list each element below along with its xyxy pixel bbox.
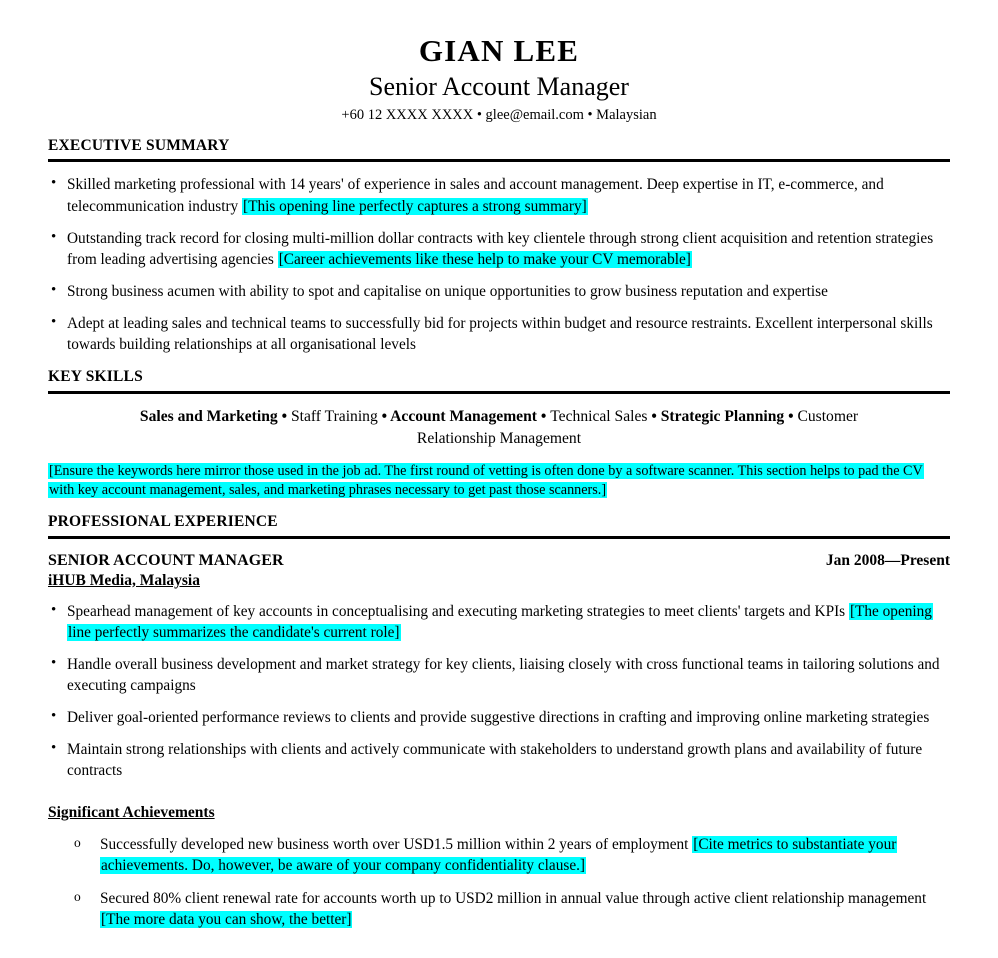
bullet-text: Deliver goal-oriented performance reviews to clients and provide suggestive directions in crafting and improving online marketing strategies: [67, 709, 930, 727]
resume-header: [48, 0, 950, 124]
bullet-text: Maintain strong relationships with clients and actively communicate with stakeholders to understand growth plans and availability of future contracts: [67, 741, 923, 780]
summary-bullet: [48, 174, 950, 216]
key-skill-item: Account Management: [390, 407, 537, 425]
bullet-text: Successfully developed new business worth over USD1.5 million within 2 years of employment: [100, 835, 693, 853]
bullet-text: Handle overall business development and market strategy for key clients, liaising closely with cross functional teams in tailoring solutions and executing campaigns: [67, 656, 940, 695]
candidate-name: GIAN LEE: [418, 33, 580, 68]
key-skill-separator: •: [784, 407, 798, 425]
job-achievement-bullets: [48, 834, 950, 930]
job-entry: [48, 552, 950, 930]
section-heading-key-skills: KEY SKILLS: [48, 368, 143, 386]
section-divider: [48, 391, 950, 394]
candidate-job-title: Senior Account Manager: [369, 71, 629, 101]
responsibility-bullet: [48, 654, 950, 696]
achievement-bullet: [48, 888, 950, 930]
key-skill-item: Technical Sales: [550, 407, 648, 425]
job-company: iHUB Media, Malaysia: [48, 571, 200, 589]
key-skill-item: Staff Training: [290, 407, 378, 425]
job-date-range: Jan 2008—Present: [825, 551, 950, 569]
job-header-row: [48, 552, 950, 570]
responsibility-bullet: [48, 739, 950, 781]
section-divider: [48, 159, 950, 162]
key-skill-separator: •: [377, 407, 391, 425]
section-executive-summary: [48, 136, 950, 355]
achievement-bullet: [48, 834, 950, 876]
annotation-highlight: [The opening line perfectly summarizes the candidate's current role]: [68, 602, 932, 641]
bullet-text: Skilled marketing professional with 14 years' of experience in sales and account management. Deep expertise in IT, e-commerce, and telecommunication industry: [67, 176, 884, 215]
achievements-heading: Significant Achievements: [48, 803, 215, 821]
section-heading-executive-summary: EXECUTIVE SUMMARY: [48, 137, 230, 155]
bullet-text: Outstanding track record for closing multi-million dollar contracts with key clientele through strong client acquisition and retention strategies from leading advertising agencies: [67, 229, 934, 268]
section-key-skills: [48, 367, 950, 500]
key-skills-list: [48, 406, 950, 450]
key-skill-item: Strategic Planning: [660, 407, 785, 425]
responsibility-bullet: [48, 707, 950, 728]
annotation-highlight: [Career achievements like these help to make your CV memorable]: [278, 250, 691, 268]
responsibility-bullet: [48, 601, 950, 643]
section-professional-experience: [48, 512, 950, 930]
candidate-contact-line: +60 12 XXXX XXXX • glee@email.com • Malaysian: [341, 106, 657, 123]
section-heading-professional-experience: PROFESSIONAL EXPERIENCE: [48, 513, 278, 531]
job-title: SENIOR ACCOUNT MANAGER: [48, 551, 284, 569]
annotation-highlight: [Cite metrics to substantiate your achievements. Do, however, be aware of your company confidentiality clause.]: [101, 835, 897, 874]
key-skill-separator: •: [536, 407, 551, 425]
bullet-text: Spearhead management of key accounts in conceptualising and executing marketing strategies to meet clients' targets and KPIs: [67, 602, 849, 620]
annotation-highlight: [The more data you can show, the better]: [101, 910, 352, 928]
bullet-text: Adept at leading sales and technical teams to successfully bid for projects within budget and resource restraints. Excellent interpersonal skills towards building relationships at all organisational levels: [67, 314, 933, 354]
key-skills-note-highlight: [Ensure the keywords here mirror those used in the job ad. The first round of vetting is often done by a software scanner. This section helps to pad the CV with key account management, sales, and marketing phrases necessary to get past those scanners.]: [49, 462, 923, 499]
annotation-highlight: [This opening line perfectly captures a strong summary]: [243, 197, 587, 215]
bullet-text: Strong business acumen with ability to spot and capitalise on unique opportunities to grow business reputation and expertise: [67, 282, 828, 300]
bullet-text: Secured 80% client renewal rate for accounts worth up to USD2 million in annual value through active client relationship management: [100, 889, 927, 907]
key-skills-note: [48, 462, 950, 501]
key-skill-item: Customer Relationship Management: [416, 407, 859, 447]
job-responsibility-bullets: [48, 601, 950, 782]
section-divider: [48, 536, 950, 539]
executive-summary-bullets: [48, 174, 950, 355]
key-skill-separator: •: [647, 407, 661, 425]
summary-bullet: [48, 228, 950, 270]
summary-bullet: [48, 281, 950, 302]
key-skill-separator: •: [277, 407, 291, 425]
key-skill-item: Sales and Marketing: [139, 407, 278, 425]
summary-bullet: [48, 313, 950, 355]
